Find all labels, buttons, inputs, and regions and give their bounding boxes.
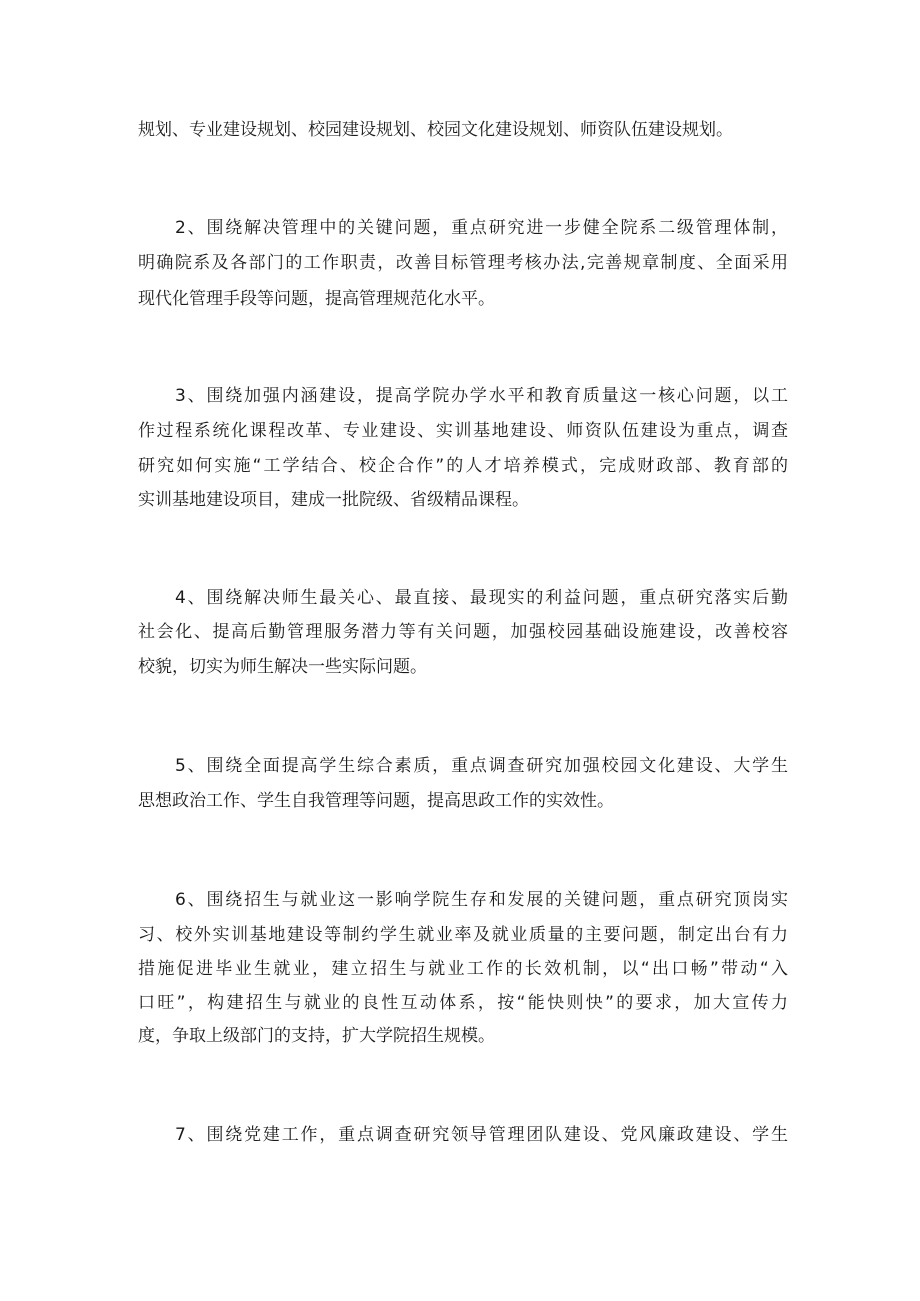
paragraph-3-line-4: 实训基地建设项目，建成一批院级、省级精品课程。 [138, 490, 529, 510]
paragraph-4-line-3: 校貌，切实为师生解决一些实际问题。 [138, 657, 427, 677]
paragraph-5-line-1: 5、围绕全面提高学生综合素质，重点调查研究加强校园文化建设、大学生 [175, 756, 788, 776]
paragraph-1-line-1: 规划、专业建设规划、校园建设规划、校园文化建设规划、师资队伍建设规划。 [138, 120, 733, 140]
paragraph-3-line-3: 研究如何实施“工学结合、校企合作”的人才培养模式，完成财政部、教育部的 [138, 456, 788, 476]
paragraph-3-line-2: 作过程系统化课程改革、专业建设、实训基地建设、师资队伍建设为重点，调查 [138, 421, 788, 441]
paragraph-7-line-1: 7、围绕党建工作，重点调查研究领导管理团队建设、党风廉政建设、学生 [175, 1125, 788, 1145]
paragraph-4-line-2: 社会化、提高后勤管理服务潜力等有关问题，加强校园基础设施建设，改善校容 [138, 622, 788, 642]
paragraph-2-line-2: 明确院系及各部门的工作职责，改善目标管理考核办法,完善规章制度、全面采用 [138, 253, 788, 273]
paragraph-2-line-3: 现代化管理手段等问题，提高管理规范化水平。 [138, 289, 495, 309]
paragraph-6-line-3: 措施促进毕业生就业，建立招生与就业工作的长效机制，以“出口畅”带动“入 [138, 959, 788, 979]
paragraph-5-line-2: 思想政治工作、学生自我管理等问题，提高思政工作的实效性。 [138, 791, 614, 811]
paragraph-3-line-1: 3、围绕加强内涵建设，提高学院办学水平和教育质量这一核心问题，以工 [175, 386, 788, 406]
paragraph-6-line-2: 习、校外实训基地建设等制约学生就业率及就业质量的主要问题，制定出台有力 [138, 925, 788, 945]
paragraph-6-line-5: 度，争取上级部门的支持，扩大学院招生规模。 [138, 1026, 495, 1046]
paragraph-4-line-1: 4、围绕解决师生最关心、最直接、最现实的利益问题，重点研究落实后勤 [175, 588, 788, 608]
paragraph-6-line-4: 口旺”，构建招生与就业的良性互动体系，按“能快则快”的要求，加大宣传力 [138, 993, 788, 1013]
paragraph-2-line-1: 2、围绕解决管理中的关键问题，重点研究进一步健全院系二级管理体制， [175, 218, 788, 238]
paragraph-6-line-1: 6、围绕招生与就业这一影响学院生存和发展的关键问题，重点研究顶岗实 [175, 890, 788, 910]
